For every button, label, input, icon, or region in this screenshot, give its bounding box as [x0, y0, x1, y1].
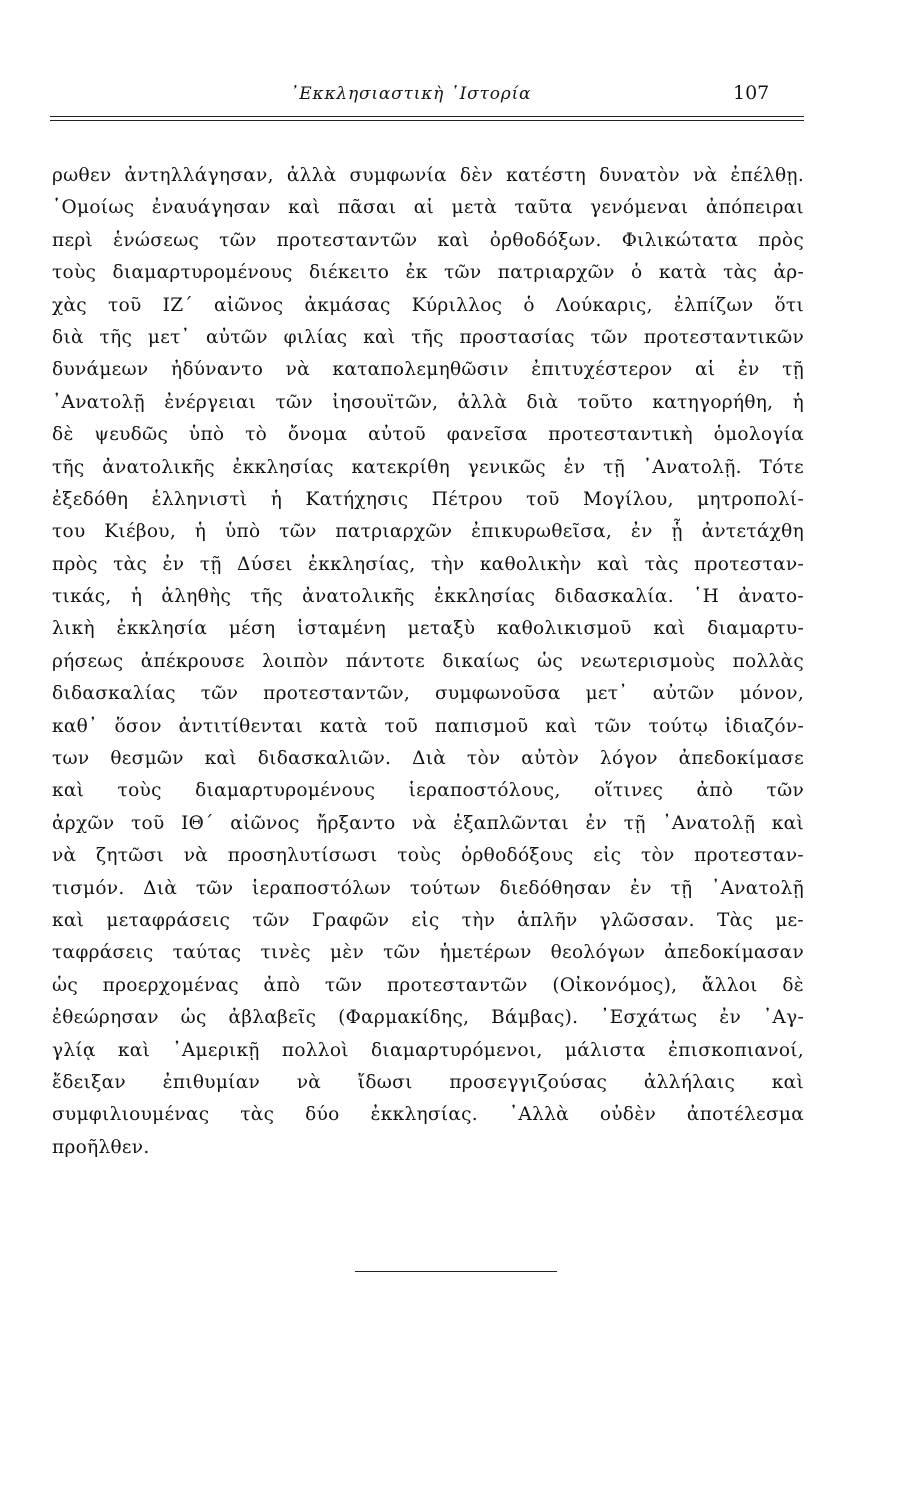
text-line: διδασκαλίας τῶν προτεσταντῶν, συμφωνοῦσα μετ᾿ αὐτῶν μόνον,: [52, 683, 804, 705]
text-line: των θεσμῶν καὶ διδασκαλιῶν. Διὰ τὸν αὐτὸν λόγον ἀπεδοκίμασε: [52, 748, 804, 770]
text-line: λικὴ ἐκκλησία μέση ἱσταμένη μεταξὺ καθολικισμοῦ καὶ διαμαρτυ-: [52, 618, 804, 640]
text-line: τοὺς διαμαρτυρομένους διέκειτο ἐκ τῶν πατριαρχῶν ὁ κατὰ τὰς ἀρ-: [52, 262, 804, 284]
text-line: του Κιέβου, ἡ ὑπὸ τῶν πατριαρχῶν ἐπικυρωθεῖσα, ἐν ᾗ ἀντετάχθη: [52, 521, 804, 543]
text-line: ῾Ομοίως ἐναυάγησαν καὶ πᾶσαι αἱ μετὰ ταῦτα γενόμεναι ἀπόπειραι: [52, 197, 804, 219]
header-rule-bottom: [50, 120, 804, 121]
page-number: 107: [733, 82, 770, 104]
text-line: καὶ τοὺς διαμαρτυρομένους ἱεραποστόλους, οἵτινες ἀπὸ τῶν: [52, 780, 804, 802]
text-line: δὲ ψευδῶς ὑπὸ τὸ ὄνομα αὐτοῦ φανεῖσα προτεσταντικὴ ὁμολογία: [52, 424, 804, 446]
text-line: καθ᾿ ὅσον ἀντιτίθενται κατὰ τοῦ παπισμοῦ καὶ τῶν τούτῳ ἰδιαζόν-: [52, 715, 804, 737]
text-line: χὰς τοῦ ΙΖ΄ αἰῶνος ἀκμάσας Κύριλλος ὁ Λούκαρις, ἐλπίζων ὅτι: [52, 294, 804, 316]
closing-rule: [355, 1271, 557, 1272]
text-line: τῆς ἀνατολικῆς ἐκκλησίας κατεκρίθη γενικῶς ἐν τῇ ᾿Ανατολῇ. Τότε: [52, 456, 804, 478]
text-line: γλίᾳ καὶ ᾿Αμερικῇ πολλοὶ διαμαρτυρόμενοι, μάλιστα ἐπισκοπιανοί,: [52, 1039, 804, 1061]
text-line: καὶ μεταφράσεις τῶν Γραφῶν εἰς τὴν ἁπλῆν γλῶσσαν. Τὰς με-: [52, 909, 804, 931]
text-line: ταφράσεις ταύτας τινὲς μὲν τῶν ἡμετέρων θεολόγων ἀπεδοκίμασαν: [52, 942, 804, 964]
text-line: ἐξεδόθη ἑλληνιστὶ ἡ Κατήχησις Πέτρου τοῦ Μογίλου, μητροπολί-: [52, 488, 804, 510]
text-line: ὡς προερχομένας ἀπὸ τῶν προτεσταντῶν (Οἰκονόμος), ἄλλοι δὲ: [52, 974, 804, 996]
text-line: ᾿Ανατολῇ ἐνέργειαι τῶν ἰησουϊτῶν, ἀλλὰ διὰ τοῦτο κατηγορήθη, ἡ: [52, 391, 804, 413]
text-line-last: προῆλθεν.: [52, 1136, 150, 1158]
header-rule-top: [50, 116, 804, 117]
text-line: δυνάμεων ἠδύναντο νὰ καταπολεμηθῶσιν ἐπιτυχέστερον αἱ ἐν τῇ: [52, 359, 804, 381]
text-line: ρωθεν ἀντηλλάγησαν, ἀλλὰ συμφωνία δὲν κατέστη δυνατὸν νὰ ἐπέλθῃ.: [52, 165, 804, 186]
text-line: συμφιλιουμένας τὰς δύο ἐκκλησίας. ᾿Αλλὰ οὐδὲν ἀποτέλεσμα: [52, 1104, 804, 1126]
body-text: [52, 160, 804, 1164]
running-title: ᾿Εκκλησιαστικὴ ῾Ιστορία: [290, 84, 532, 104]
text-line: ἔδειξαν ἐπιθυμίαν νὰ ἴδωσι προσεγγιζούσας ἀλλήλαις καὶ: [52, 1071, 804, 1093]
text-line: πρὸς τὰς ἐν τῇ Δύσει ἐκκλησίας, τὴν καθολικὴν καὶ τὰς προτεσταν-: [52, 553, 804, 575]
text-line: νὰ ζητῶσι νὰ προσηλυτίσωσι τοὺς ὀρθοδόξους εἰς τὸν προτεσταν-: [52, 845, 804, 867]
text-line: περὶ ἑνώσεως τῶν προτεσταντῶν καὶ ὀρθοδόξων. Φιλικώτατα πρὸς: [52, 229, 804, 251]
text-line: διὰ τῆς μετ᾿ αὐτῶν φιλίας καὶ τῆς προστασίας τῶν προτεσταντικῶν: [52, 326, 804, 348]
text-line: τικάς, ἡ ἀληθὴς τῆς ἀνατολικῆς ἐκκλησίας διδασκαλία. ῾Η ἀνατο-: [52, 586, 804, 608]
text-line: ἀρχῶν τοῦ ΙΘ΄ αἰῶνος ἤρξαντο νὰ ἐξαπλῶνται ἐν τῇ ᾿Ανατολῇ καὶ: [52, 812, 804, 834]
text-line: τισμόν. Διὰ τῶν ἱεραποστόλων τούτων διεδόθησαν ἐν τῇ ᾿Ανατολῇ: [52, 877, 804, 899]
text-line: ἐθεώρησαν ὡς ἀβλαβεῖς (Φαρμακίδης, Βάμβας). ᾿Εσχάτως ἐν ᾿Αγ-: [52, 1007, 804, 1029]
text-line: ρήσεως ἀπέκρουσε λοιπὸν πάντοτε δικαίως ὡς νεωτερισμοὺς πολλὰς: [52, 650, 804, 672]
